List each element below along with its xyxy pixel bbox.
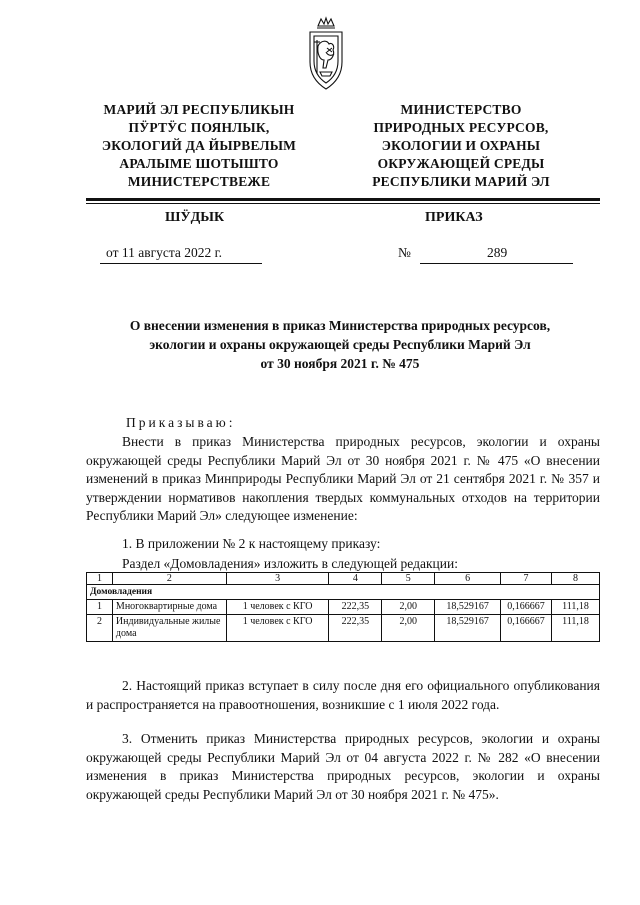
doc-number: 289 [487, 245, 508, 260]
header-line: АРАЛЫМЕ ШОТЫШТО [119, 156, 279, 171]
paragraph-1: Внести в приказ Министерства природных ресурсов, экологии и охраны окружающей среды Республики Марий Эл от 30 ноября 2021 г. № 475 «О внесении изменений в приказ Минприроды Республики Марий Эл от 21 сентября 2021 г. № 357 и утверждении нормативов накопления твердых коммунальных отходов на территории Республики Марий Эл» следующее изменение: [86, 434, 600, 524]
table-cell: 111,18 [552, 600, 600, 615]
table-header-cell: 2 [112, 573, 226, 585]
header-line: ЭКОЛОГИЙ ДА ЙЫРВЕЛЫМ [101, 138, 297, 153]
norms-table [86, 572, 600, 642]
paragraph-5: 3. Отменить приказ Министерства природных ресурсов, экологии и охраны окружающей среды Республики Марий Эл от 04 августа 2022 г. № 282 «О внесении изменения в приказ Министерства природных ресурсов, экологии и охраны окружающей среды Республики Марий Эл от 30 ноября 2021 г. № 475». [86, 731, 600, 802]
title-line: от 30 ноября 2021 г. № 475 [260, 356, 420, 371]
header-line: ПРИРОДНЫХ РЕСУРСОВ, [373, 120, 549, 135]
doc-date: от 11 августа 2022 г. [106, 245, 223, 260]
header-line: ПӰРТӰС ПОЯНЛЫК, [128, 120, 270, 135]
table-cell: 1 [87, 600, 113, 615]
table-cell: 0,166667 [501, 600, 552, 615]
table-cell: 18,529167 [435, 600, 501, 615]
table-row [87, 600, 600, 615]
table-header-cell: 1 [87, 573, 113, 585]
header-divider-thin [86, 203, 600, 204]
table-cell: Многоквартирные дома [112, 600, 226, 615]
header-line: МИНИСТЕРСТВЕЖЕ [127, 174, 271, 189]
header-line: МАРИЙ ЭЛ РЕСПУБЛИКЫН [103, 102, 295, 117]
table-cell: 2,00 [382, 600, 435, 615]
table-cell: 1 человек с КГО [226, 615, 329, 642]
number-sign: № [398, 245, 411, 260]
ministry-name-mari [74, 101, 324, 191]
table-header-cell: 4 [329, 573, 382, 585]
orders-word: Приказываю: [126, 415, 236, 430]
header-line: ОКРУЖАЮЩЕЙ СРЕДЫ [377, 156, 545, 171]
table-header-cell: 3 [226, 573, 329, 585]
table-header-cell: 8 [552, 573, 600, 585]
header-line: МИНИСТЕРСТВО [400, 102, 522, 117]
table-cell: 2 [87, 615, 113, 642]
header-line: РЕСПУБЛИКИ МАРИЙ ЭЛ [372, 174, 550, 189]
table-section-title: Домовладения [87, 585, 600, 600]
header-divider-thick [86, 198, 600, 201]
table-cell: 18,529167 [435, 615, 501, 642]
table-section-row [87, 585, 600, 600]
doc-type-russian: ПРИКАЗ [425, 210, 483, 225]
table-cell: 0,166667 [501, 615, 552, 642]
table-header-cell: 6 [435, 573, 501, 585]
coat-of-arms-icon [304, 16, 348, 92]
ministry-name-russian [336, 101, 586, 191]
table-cell: 222,35 [329, 615, 382, 642]
paragraph-3: Раздел «Домовладения» изложить в следующей редакции: [122, 556, 458, 571]
header-line: ЭКОЛОГИИ И ОХРАНЫ [381, 138, 541, 153]
table-header-cell: 7 [501, 573, 552, 585]
title-line: О внесении изменения в приказ Министерства природных ресурсов, [129, 318, 551, 333]
table-header-row [87, 573, 600, 585]
title-line: экологии и охраны окружающей среды Республики Марий Эл [149, 337, 531, 352]
table-cell: Индивидуальные жилые дома [112, 615, 226, 642]
table-cell: 1 человек с КГО [226, 600, 329, 615]
table-header-cell: 5 [382, 573, 435, 585]
table-row [87, 615, 600, 642]
table-cell: 2,00 [382, 615, 435, 642]
table-cell: 111,18 [552, 615, 600, 642]
paragraph-4: 2. Настоящий приказ вступает в силу после дня его официального опубликования и распространяется на правоотношения, возникшие с 1 июля 2022 года. [86, 678, 600, 712]
doc-title [70, 316, 610, 373]
paragraph-2: 1. В приложении № 2 к настоящему приказу: [122, 536, 381, 551]
doc-type-mari: ШӰДЫК [165, 210, 225, 225]
table-cell: 222,35 [329, 600, 382, 615]
